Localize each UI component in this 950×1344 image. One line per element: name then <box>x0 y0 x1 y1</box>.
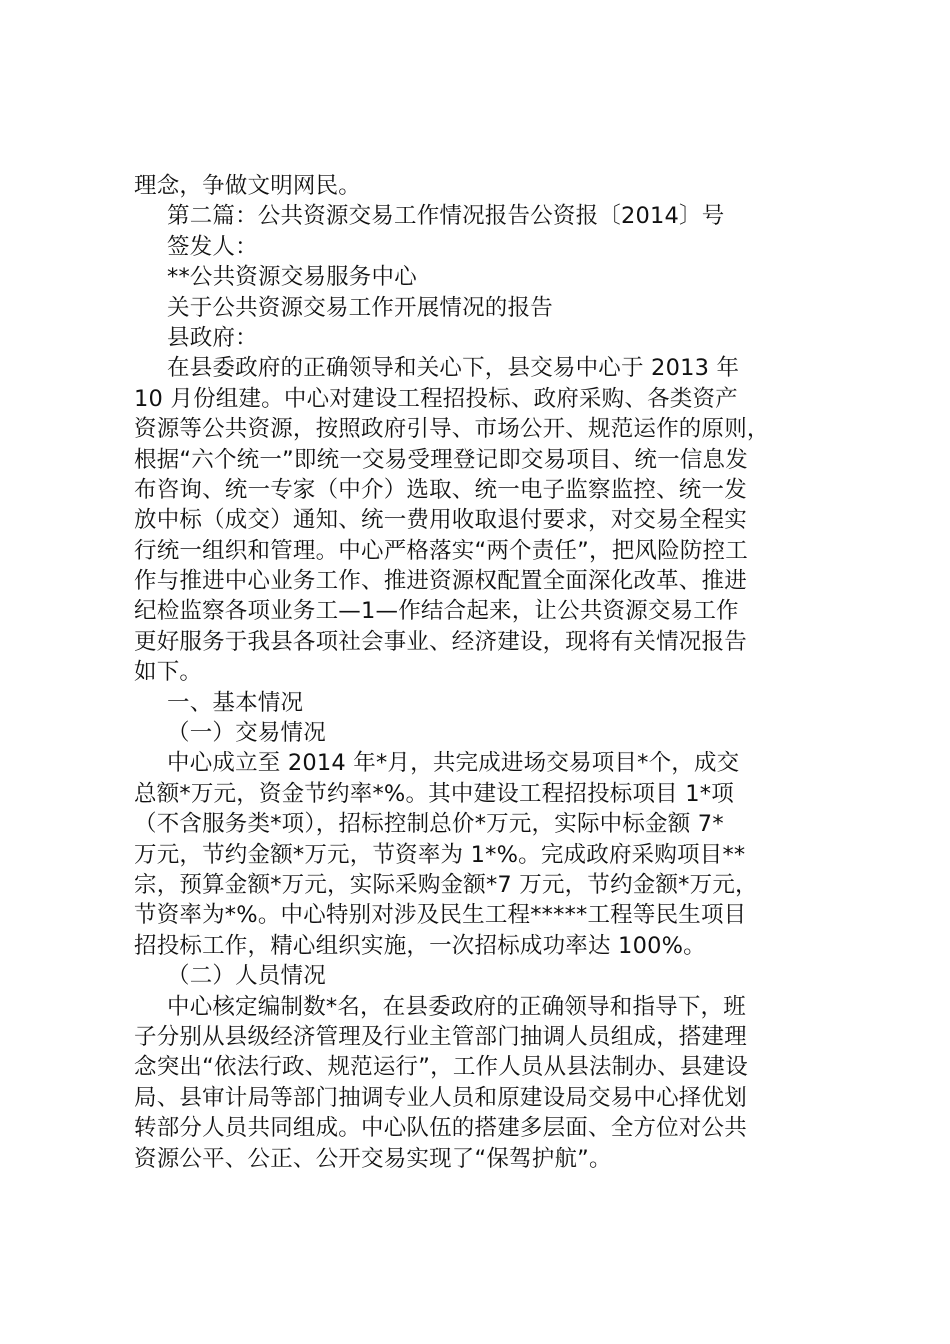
text-line: **公共资源交易服务中心 <box>167 264 417 291</box>
text-line: 第二篇：公共资源交易工作情况报告公资报〔2014〕号 <box>167 203 725 230</box>
text-line: 更好服务于我县各项社会事业、经济建设，现将有关情况报告 <box>134 628 747 655</box>
text-line: 如下。 <box>134 659 203 686</box>
text-line: 10 月份组建。中心对建设工程招投标、政府采购、各类资产 <box>134 385 738 412</box>
text-line: 行统一组织和管理。中心严格落实“两个责任”，把风险防控工 <box>134 537 748 564</box>
text-line: 作与推进中心业务工作、推进资源权配置全面深化改革、推进 <box>134 568 747 595</box>
text-line: 局、县审计局等部门抽调专业人员和原建设局交易中心择优划 <box>134 1084 747 1111</box>
text-line: 关于公共资源交易工作开展情况的报告 <box>167 294 553 321</box>
text-line: 念突出“依法行政、规范运行”，工作人员从县法制办、县建设 <box>134 1054 748 1081</box>
text-line: （二）人员情况 <box>167 963 326 990</box>
text-line: 签发人： <box>167 233 258 260</box>
text-line: 中心成立至 2014 年*月，共完成进场交易项目*个，成交 <box>167 750 740 777</box>
text-line: （不含服务类*项），招标控制总价*万元，实际中标金额 7* <box>134 811 724 838</box>
text-line: 县政府： <box>167 324 258 351</box>
text-line: 子分别从县级经济管理及行业主管部门抽调人员组成，搭建理 <box>134 1023 747 1050</box>
text-line: 节资率为*%。中心特别对涉及民生工程*****工程等民生项目 <box>134 902 747 929</box>
text-line: 根据“六个统一”即统一交易受理登记即交易项目、统一信息发 <box>134 446 748 473</box>
text-line: （一）交易情况 <box>167 720 326 747</box>
text-line: 资源等公共资源，按照政府引导、市场公开、规范运作的原则， <box>134 416 770 443</box>
text-line: 放中标（成交）通知、统一费用收取退付要求，对交易全程实 <box>134 507 747 534</box>
text-line: 布咨询、统一专家（中介）选取、统一电子监察监控、统一发 <box>134 476 747 503</box>
text-line: 万元，节约金额*万元，节资率为 1*%。完成政府采购项目** <box>134 841 746 868</box>
text-line: 资源公平、公正、公开交易实现了“保驾护航”。 <box>134 1145 612 1172</box>
text-line: 纪检监察各项业务工—1—作结合起来，让公共资源交易工作 <box>134 598 739 625</box>
text-line: 一、基本情况 <box>167 689 304 716</box>
text-line: 转部分人员共同组成。中心队伍的搭建多层面、全方位对公共 <box>134 1115 747 1142</box>
text-line: 总额*万元，资金节约率*%。其中建设工程招投标项目 1*项 <box>134 780 734 807</box>
document-page <box>134 171 834 1174</box>
text-line: 在县委政府的正确领导和关心下，县交易中心于 2013 年 <box>167 355 740 382</box>
text-line: 宗，预算金额*万元，实际采购金额*7 万元，节约金额*万元， <box>134 871 758 898</box>
text-line: 中心核定编制数*名，在县委政府的正确领导和指导下，班 <box>167 993 746 1020</box>
text-line: 招投标工作，精心组织实施，一次招标成功率达 100%。 <box>134 932 706 959</box>
text-line: 理念，争做文明网民。 <box>134 173 362 199</box>
